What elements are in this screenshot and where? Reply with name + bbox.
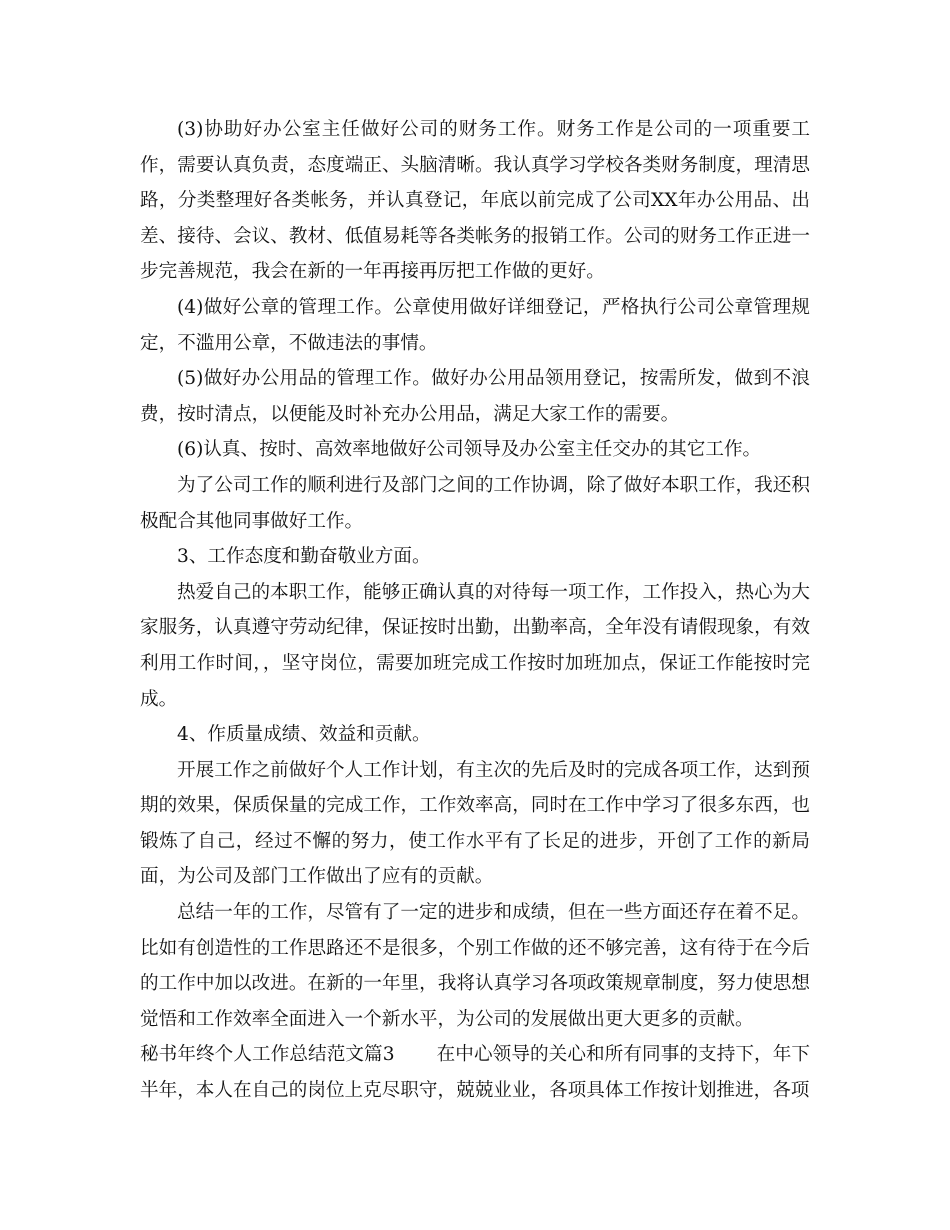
paragraph-seal: (4)做好公章的管理工作。公章使用做好详细登记，严格执行公司公章管理规定，不滥用公章，不做违法的事情。 (140, 296, 810, 354)
paragraph-work-attitude: 热爱自己的本职工作，能够正确认真的对待每一项工作，工作投入，热心为大家服务，认真遵守劳动纪律，保证按时出勤，出勤率高，全年没有请假现象，有效利用工作时间，，坚守岗位，需要加班完成工作按时加班加点，保证工作能按时完成。 (140, 581, 810, 710)
paragraph-other-tasks: (6)认真、按时、高效率地做好公司领导及办公室主任交办的其它工作。 (177, 439, 762, 461)
paragraph-quality: 开展工作之前做好个人工作计划，有主次的先后及时的完成各项工作，达到预期的效果，保质保量的完成工作，工作效率高，同时在工作中学习了很多东西，也锻炼了自己，经过不懈的努力，使工作水平有了长足的进步，开创了工作的新局面，为公司及部门工作做出了应有的贡献。 (140, 759, 810, 888)
section3-heading: 秘书年终个人工作总结范文篇3 (140, 1044, 395, 1066)
paragraph-cooperation: 为了公司工作的顺利进行及部门之间的工作协调，除了做好本职工作，我还积极配合其他同事做好工作。 (140, 474, 810, 532)
paragraph-finance: (3)协助好办公室主任做好公司的财务工作。财务工作是公司的一项重要工作，需要认真负责，态度端正、头脑清晰。我认真学习学校各类财务制度，理清思路，分类整理好各类帐务，并认真登记，年底以前完成了公司XX年办公用品、出差、接待、会议、教材、低值易耗等各类帐务的报销工作。公司的财务工作正进一步完善规范，我会在新的一年再接再厉把工作做的更好。 (140, 119, 810, 283)
heading-quality: 4、作质量成绩、效益和贡献。 (177, 724, 431, 746)
heading-work-attitude: 3、工作态度和勤奋敬业方面。 (177, 546, 431, 568)
paragraph-section3 (140, 1037, 810, 1108)
document-page (140, 112, 810, 1109)
paragraph-supplies: (5)做好办公用品的管理工作。做好办公用品领用登记，按需所发，做到不浪费，按时清点，以便能及时补充办公用品，满足大家工作的需要。 (140, 368, 810, 425)
section3-body: 在中心领导的关心和所有同事的支持下，年下半年，本人在自己的岗位上克尽职守，兢兢业业，各项具体工作按计划推进，各项 (140, 1044, 810, 1102)
paragraph-summary: 总结一年的工作，尽管有了一定的进步和成绩，但在一些方面还存在着不足。比如有创造性的工作思路还不是很多，个别工作做的还不够完善，这有待于在今后的工作中加以改进。在新的一年里，我将认真学习各项政策规章制度，努力使思想觉悟和工作效率全面进入一个新水平，为公司的发展做出更大更多的贡献。 (140, 902, 810, 1030)
